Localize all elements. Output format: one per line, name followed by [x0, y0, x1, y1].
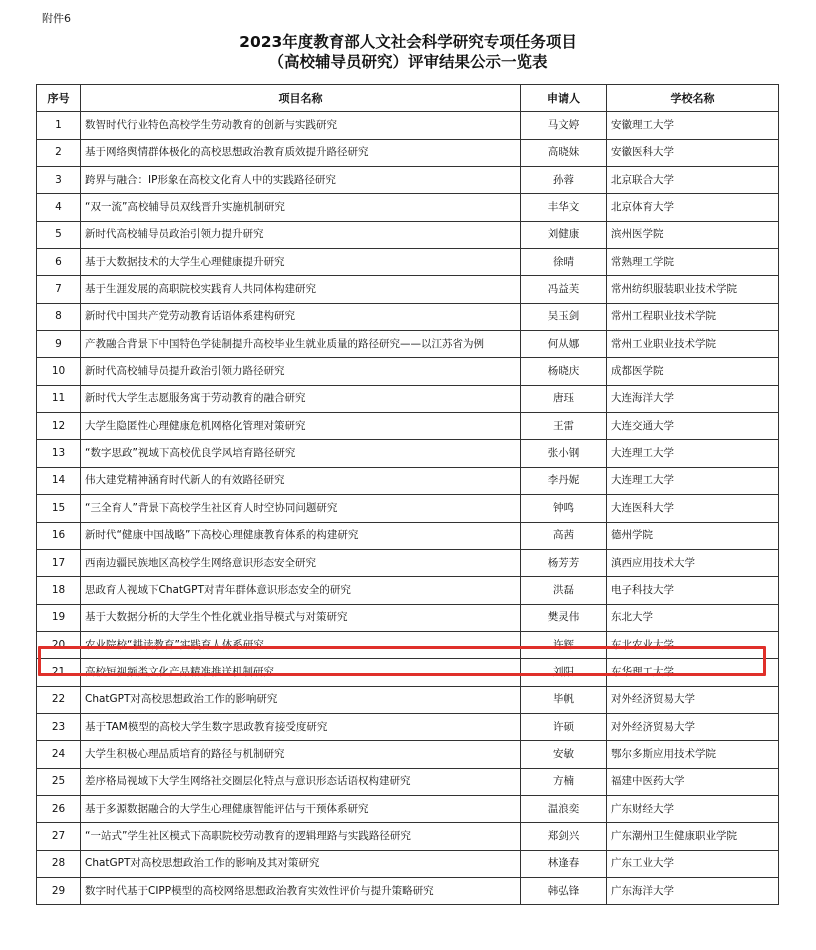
row-number: 1 [37, 112, 81, 139]
applicant-name: 林逢春 [521, 850, 607, 877]
table-row [37, 440, 779, 467]
project-name: 高校短视频类文化产品精准推送机制研究 [81, 659, 521, 686]
school-name: 大连海洋大学 [607, 385, 779, 412]
table-row [37, 249, 779, 276]
row-number: 29 [37, 877, 81, 904]
table-row [37, 167, 779, 194]
school-name: 成都医学院 [607, 358, 779, 385]
row-number: 15 [37, 495, 81, 522]
applicant-name: 樊灵伟 [521, 604, 607, 631]
row-number: 18 [37, 577, 81, 604]
school-name: 东华理工大学 [607, 659, 779, 686]
table-row [37, 659, 779, 686]
project-name: 大学生隐匿性心理健康危机网格化管理对策研究 [81, 413, 521, 440]
project-name: 基于大数据技术的大学生心理健康提升研究 [81, 249, 521, 276]
school-name: 大连交通大学 [607, 413, 779, 440]
document-title [0, 32, 816, 72]
title-line-1: 2023年度教育部人文社会科学研究专项任务项目 [239, 33, 577, 51]
table-row [37, 768, 779, 795]
table-row [37, 604, 779, 631]
applicant-name: 毕帆 [521, 686, 607, 713]
row-number: 24 [37, 741, 81, 768]
row-number: 5 [37, 221, 81, 248]
table-row [37, 467, 779, 494]
project-name: 新时代大学生志愿服务寓于劳动教育的融合研究 [81, 385, 521, 412]
project-name: “数字思政”视域下高校优良学风培育路径研究 [81, 440, 521, 467]
table-row [37, 741, 779, 768]
school-name: 东北大学 [607, 604, 779, 631]
applicant-name: 安敏 [521, 741, 607, 768]
project-name: 基于大数据分析的大学生个性化就业指导模式与对策研究 [81, 604, 521, 631]
table-row [37, 139, 779, 166]
school-name: 常州工业职业技术学院 [607, 331, 779, 358]
school-name: 大连医科大学 [607, 495, 779, 522]
school-name: 北京联合大学 [607, 167, 779, 194]
header-applicant: 申请人 [521, 85, 607, 112]
row-number: 4 [37, 194, 81, 221]
row-number: 28 [37, 850, 81, 877]
table-row [37, 358, 779, 385]
school-name: 东北农业大学 [607, 631, 779, 658]
school-name: 安徽医科大学 [607, 139, 779, 166]
school-name: 滇西应用技术大学 [607, 549, 779, 576]
school-name: 德州学院 [607, 522, 779, 549]
school-name: 常州工程职业技术学院 [607, 303, 779, 330]
applicant-name: 洪磊 [521, 577, 607, 604]
row-number: 20 [37, 631, 81, 658]
project-name: 农业院校“耕读教育”实践育人体系研究 [81, 631, 521, 658]
applicant-name: 吴玉剑 [521, 303, 607, 330]
applicant-name: 郑剑兴 [521, 823, 607, 850]
row-number: 25 [37, 768, 81, 795]
applicant-name: 许硕 [521, 713, 607, 740]
applicant-name: 方楠 [521, 768, 607, 795]
row-number: 19 [37, 604, 81, 631]
school-name: 广东海洋大学 [607, 877, 779, 904]
table-row [37, 413, 779, 440]
table-row [37, 686, 779, 713]
project-name: “一站式”学生社区模式下高职院校劳动教育的逻辑理路与实践路径研究 [81, 823, 521, 850]
attachment-label: 附件6 [42, 12, 71, 25]
project-name: 差序格局视域下大学生网络社交圈层化特点与意识形态话语权构建研究 [81, 768, 521, 795]
table-row [37, 331, 779, 358]
school-name: 广东工业大学 [607, 850, 779, 877]
table-row [37, 276, 779, 303]
applicant-name: 张小钢 [521, 440, 607, 467]
project-name: 新时代高校辅导员政治引领力提升研究 [81, 221, 521, 248]
project-name: 大学生积极心理品质培育的路径与机制研究 [81, 741, 521, 768]
project-name: 产教融合背景下中国特色学徒制提升高校毕业生就业质量的路径研究——以江苏省为例 [81, 331, 521, 358]
project-name: 新时代“健康中国战略”下高校心理健康教育体系的构建研究 [81, 522, 521, 549]
school-name: 常熟理工学院 [607, 249, 779, 276]
applicant-name: 唐珏 [521, 385, 607, 412]
project-name: 基于TAM模型的高校大学生数字思政教育接受度研究 [81, 713, 521, 740]
project-name: 基于多源数据融合的大学生心理健康智能评估与干预体系研究 [81, 795, 521, 822]
school-name: 安徽理工大学 [607, 112, 779, 139]
row-number: 13 [37, 440, 81, 467]
school-name: 对外经济贸易大学 [607, 686, 779, 713]
project-name: 伟大建党精神涵育时代新人的有效路径研究 [81, 467, 521, 494]
header-no: 序号 [37, 85, 81, 112]
school-name: 福建中医药大学 [607, 768, 779, 795]
row-number: 12 [37, 413, 81, 440]
row-number: 14 [37, 467, 81, 494]
project-name: ChatGPT对高校思想政治工作的影响及其对策研究 [81, 850, 521, 877]
table-row [37, 631, 779, 658]
table-row [37, 549, 779, 576]
project-name: 跨界与融合：IP形象在高校文化育人中的实践路径研究 [81, 167, 521, 194]
school-name: 广东潮州卫生健康职业学院 [607, 823, 779, 850]
project-name: 新时代中国共产党劳动教育话语体系建构研究 [81, 303, 521, 330]
row-number: 7 [37, 276, 81, 303]
row-number: 3 [37, 167, 81, 194]
table-row [37, 522, 779, 549]
table-row [37, 112, 779, 139]
row-number: 6 [37, 249, 81, 276]
applicant-name: 温浪奕 [521, 795, 607, 822]
header-project: 项目名称 [81, 85, 521, 112]
school-name: 大连理工大学 [607, 440, 779, 467]
table-row [37, 795, 779, 822]
project-name: 数字时代基于CIPP模型的高校网络思想政治教育实效性评价与提升策略研究 [81, 877, 521, 904]
applicant-name: 徐晴 [521, 249, 607, 276]
table-row [37, 713, 779, 740]
applicant-name: 李丹妮 [521, 467, 607, 494]
school-name: 广东财经大学 [607, 795, 779, 822]
row-number: 21 [37, 659, 81, 686]
row-number: 10 [37, 358, 81, 385]
applicant-name: 马文婷 [521, 112, 607, 139]
school-name: 电子科技大学 [607, 577, 779, 604]
project-name: 思政育人视域下ChatGPT对青年群体意识形态安全的研究 [81, 577, 521, 604]
project-name: 数智时代行业特色高校学生劳动教育的创新与实践研究 [81, 112, 521, 139]
school-name: 对外经济贸易大学 [607, 713, 779, 740]
table-row [37, 385, 779, 412]
results-table [36, 84, 779, 905]
project-name: ChatGPT对高校思想政治工作的影响研究 [81, 686, 521, 713]
school-name: 鄂尔多斯应用技术学院 [607, 741, 779, 768]
table-row [37, 194, 779, 221]
row-number: 22 [37, 686, 81, 713]
applicant-name: 许辉 [521, 631, 607, 658]
applicant-name: 何从娜 [521, 331, 607, 358]
row-number: 17 [37, 549, 81, 576]
applicant-name: 王雷 [521, 413, 607, 440]
project-name: 基于网络舆情群体极化的高校思想政治教育质效提升路径研究 [81, 139, 521, 166]
applicant-name: 冯益芙 [521, 276, 607, 303]
applicant-name: 高晓妹 [521, 139, 607, 166]
school-name: 常州纺织服装职业技术学院 [607, 276, 779, 303]
applicant-name: 杨芳芳 [521, 549, 607, 576]
applicant-name: 刘阳 [521, 659, 607, 686]
table-row [37, 221, 779, 248]
table-header-row [37, 85, 779, 112]
project-name: “三全育人”背景下高校学生社区育人时空协同问题研究 [81, 495, 521, 522]
applicant-name: 丰华文 [521, 194, 607, 221]
project-name: 西南边疆民族地区高校学生网络意识形态安全研究 [81, 549, 521, 576]
row-number: 2 [37, 139, 81, 166]
applicant-name: 刘健康 [521, 221, 607, 248]
header-school: 学校名称 [607, 85, 779, 112]
title-line-2: （高校辅导员研究）评审结果公示一览表 [268, 53, 548, 71]
applicant-name: 杨晓庆 [521, 358, 607, 385]
table-row [37, 877, 779, 904]
row-number: 8 [37, 303, 81, 330]
row-number: 16 [37, 522, 81, 549]
table-row [37, 577, 779, 604]
project-name: 新时代高校辅导员提升政治引领力路径研究 [81, 358, 521, 385]
applicant-name: 韩弘锋 [521, 877, 607, 904]
row-number: 26 [37, 795, 81, 822]
project-name: “双一流”高校辅导员双线晋升实施机制研究 [81, 194, 521, 221]
school-name: 大连理工大学 [607, 467, 779, 494]
school-name: 北京体育大学 [607, 194, 779, 221]
table-row [37, 303, 779, 330]
applicant-name: 孙蓉 [521, 167, 607, 194]
row-number: 9 [37, 331, 81, 358]
school-name: 滨州医学院 [607, 221, 779, 248]
row-number: 11 [37, 385, 81, 412]
project-name: 基于生涯发展的高职院校实践育人共同体构建研究 [81, 276, 521, 303]
table-row [37, 850, 779, 877]
table-row [37, 823, 779, 850]
applicant-name: 钟鸣 [521, 495, 607, 522]
table-row [37, 495, 779, 522]
row-number: 27 [37, 823, 81, 850]
row-number: 23 [37, 713, 81, 740]
applicant-name: 高茜 [521, 522, 607, 549]
